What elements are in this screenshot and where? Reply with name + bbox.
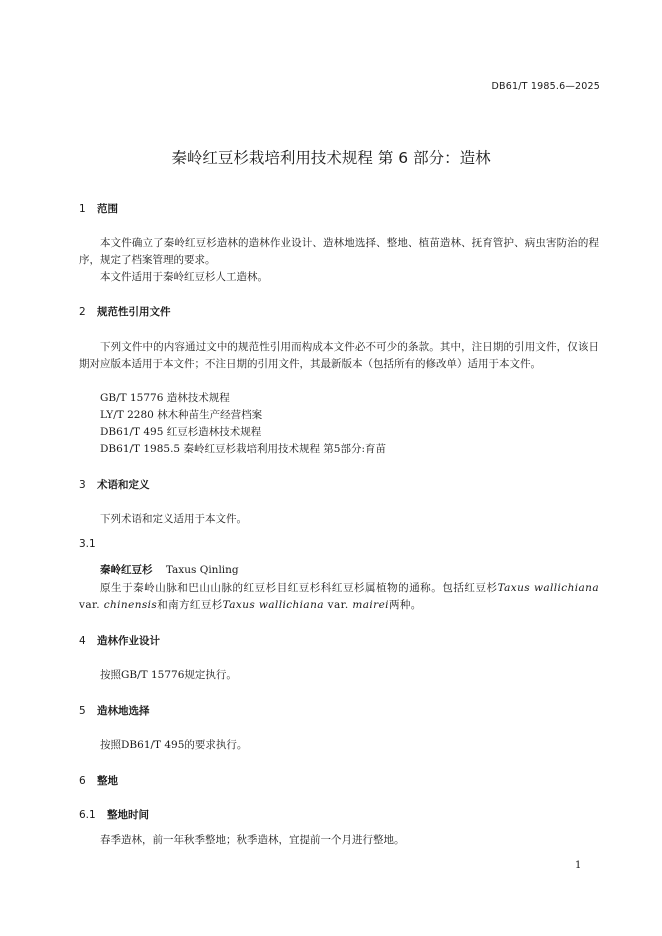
definition-latin: Taxus <box>497 582 531 594</box>
section-title: 规范性引用文件 <box>97 306 171 318</box>
section-number: 3 <box>79 479 86 491</box>
section-title: 范围 <box>97 203 118 215</box>
page-number: 1 <box>575 860 582 871</box>
section-title: 造林地选择 <box>97 705 150 717</box>
reference-item: GB/T 15776 造林技术规程 <box>100 392 230 404</box>
definition-text: 和南方红豆杉 <box>157 599 223 611</box>
reference-item: LY/T 2280 林木种苗生产经营档案 <box>100 409 263 421</box>
section-title: 术语和定义 <box>97 479 150 491</box>
section-number: 4 <box>79 635 86 647</box>
definition-latin: mairei <box>352 599 389 611</box>
section-number: 2 <box>79 306 86 318</box>
definition-latin: wallichiana <box>533 582 599 594</box>
definition-text: var. <box>79 599 104 611</box>
definition-text: 两种。 <box>388 599 422 611</box>
section-1-paragraph-1: 本文件确立了秦岭红豆杉造林的造林作业设计、造林地选择、整地、植苗造林、抚育管护、病虫害防治的程序，规定了档案管理的要求。 <box>79 237 599 266</box>
page-title: 秦岭红豆杉栽培利用技术规程 第 6 部分：造林 <box>171 149 491 167</box>
term-english: Taxus Qinling <box>165 564 239 576</box>
section-number: 5 <box>79 705 86 717</box>
definition-latin: Taxus wallichiana <box>222 599 324 611</box>
section-title: 整地时间 <box>107 809 149 821</box>
section-3-paragraph-1: 下列术语和定义适用于本文件。 <box>100 513 247 525</box>
definition-text: var. <box>323 599 353 611</box>
section-3-heading <box>79 477 150 492</box>
section-2-heading <box>79 304 171 319</box>
term-definition <box>79 580 599 614</box>
term-number: 3.1 <box>79 538 96 550</box>
section-6-heading <box>79 773 118 788</box>
section-number: 6.1 <box>79 809 96 821</box>
term-entry <box>100 562 239 579</box>
reference-item: DB61/T 1985.5 秦岭红豆杉栽培利用技术规程 第5部分:育苗 <box>100 443 387 455</box>
section-5-heading <box>79 703 150 718</box>
section-6-1-paragraph-1: 春季造林，前一年秋季整地；秋季造林，宜提前一个月进行整地。 <box>100 834 405 846</box>
section-1-paragraph-2: 本文件适用于秦岭红豆杉人工造林。 <box>100 271 268 283</box>
reference-item: DB61/T 495 红豆杉造林技术规程 <box>100 426 262 438</box>
definition-text: 原生于秦岭山脉和巴山山脉的红豆杉目红豆杉科红豆杉属植物的通称。包括红豆杉 <box>100 582 498 594</box>
term-chinese: 秦岭红豆杉 <box>100 564 153 576</box>
section-4-paragraph-1: 按照GB/T 15776规定执行。 <box>100 669 237 681</box>
section-number: 1 <box>79 203 86 215</box>
section-title: 造林作业设计 <box>97 635 160 647</box>
section-number: 6 <box>79 775 86 787</box>
section-5-paragraph-1: 按照DB61/T 495的要求执行。 <box>100 739 248 751</box>
section-6-1-heading <box>79 807 149 822</box>
section-4-heading <box>79 633 160 648</box>
section-title: 整地 <box>97 775 118 787</box>
section-1-heading <box>79 201 118 216</box>
document-code: DB61/T 1985.6—2025 <box>491 81 600 92</box>
section-2-paragraph-1: 下列文件中的内容通过文中的规范性引用而构成本文件必不可少的条款。其中，注日期的引用文件，仅该日期对应版本适用于本文件；不注日期的引用文件，其最新版本（包括所有的修改单）适用于本文件。 <box>79 341 599 370</box>
definition-latin: chinensis <box>103 599 158 611</box>
